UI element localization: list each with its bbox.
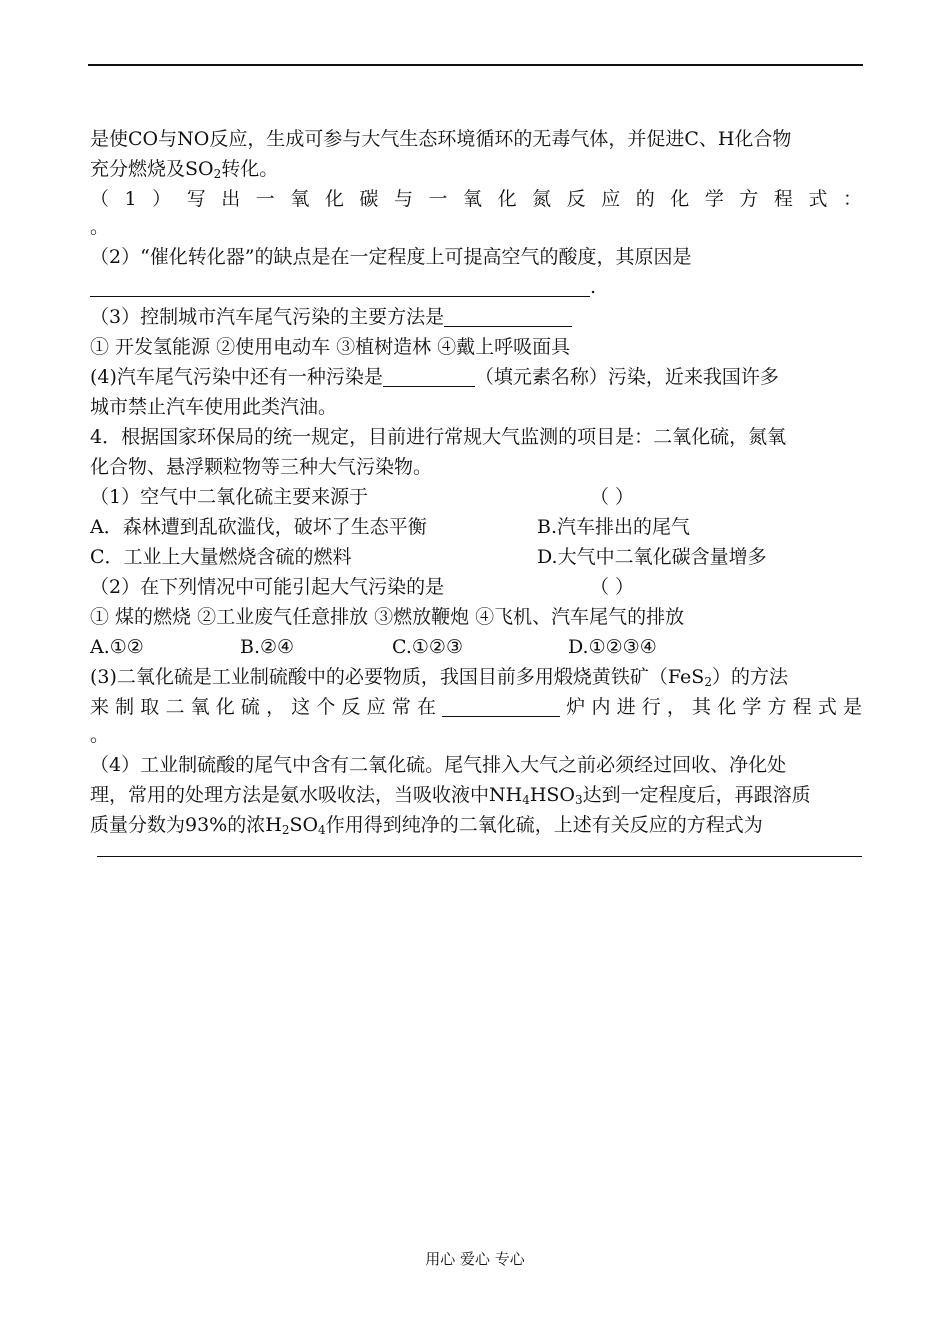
answer-blank[interactable] — [442, 694, 560, 717]
answer-paren[interactable]: （ ） — [590, 486, 635, 508]
q4-sub1-cd — [90, 542, 862, 572]
answer-rule[interactable] — [97, 856, 862, 857]
q4-sub1-ab — [90, 512, 862, 542]
option-c[interactable]: C．工业上大量燃烧含硫的燃料 — [90, 546, 352, 568]
page-footer: 用心 爱心 专心 — [425, 1250, 525, 1268]
answer-blank[interactable] — [444, 304, 572, 327]
q4-sub3: (3)二氧化硫是工业制硫酸中的必要物质，我国目前多用煅烧黄铁矿（FeS$_2$）的方法 — [90, 666, 788, 689]
intro-line-2: 充分燃烧及$SO_2$转化。 — [90, 158, 279, 181]
option-b[interactable]: B.汽车排出的尾气 — [537, 516, 691, 538]
intro-line-1: 是使CO与NO反应，生成可参与大气生态环境循环的无毒气体，并促进C、H化合物 — [90, 128, 792, 150]
option-d[interactable]: D.大气中二氧化碳含量增多 — [537, 546, 767, 568]
q3-part4-cont: 城市禁止汽车使用此类汽油。 — [90, 396, 338, 418]
q4-sub4-3: 质量分数为93%的浓$H_2SO_4$作用得到纯净的二氧化硫，上述有关反应的方程式为 — [90, 814, 763, 837]
q4-stem-2: 化合物、悬浮颗粒物等三种大气污染物。 — [90, 456, 433, 478]
q4-stem-1: 4．根据国家环保局的统一规定，目前进行常规大气监测的项目是：二氧化硫，氮氧 — [90, 426, 787, 448]
answer-blank[interactable] — [90, 274, 590, 297]
q4-sub1: （1）空气中二氧化硫主要来源于 （ ） — [90, 482, 862, 512]
q3-part1-end: 。 — [90, 216, 110, 238]
q4-sub2-items: ① 煤的燃烧 ②工业废气任意排放 ③燃放鞭炮 ④飞机、汽车尾气的排放 — [90, 606, 685, 628]
q3-part1: （1）写出一氧化碳与一氧化氮反应的化学方程式： — [90, 188, 862, 210]
answer-blank[interactable] — [383, 364, 475, 387]
option-a[interactable]: A.①② — [90, 636, 144, 658]
option-d[interactable]: D.①②③④ — [568, 636, 657, 658]
q4-sub4-1: （4）工业制硫酸的尾气中含有二氧化硫。尾气排入大气之前必须经过回收、净化处 — [90, 754, 787, 776]
option-a[interactable]: A．森林遭到乱砍滥伐，破坏了生态平衡 — [90, 516, 427, 538]
q4-sub4-2: 理，常用的处理方法是氨水吸收法，当吸收液中$NH_4HSO_3$达到一定程度后，再跟溶质 — [90, 784, 811, 807]
q3-part3-options: ① 开发氢能源 ②使用电动车 ③植树造林 ④戴上呼吸面具 — [90, 336, 571, 358]
q4-sub3-end: 。 — [90, 724, 110, 746]
header-rule — [88, 64, 863, 66]
q4-sub3-cont: 来制取二氧化硫，这个反应常在 炉内进行，其化学方程式是 — [90, 696, 862, 718]
option-c[interactable]: C.①②③ — [392, 636, 463, 658]
q3-part2-answer-line: . — [90, 272, 862, 302]
q3-part2: （2）“催化转化器”的缺点是在一定程度上可提高空气的酸度，其原因是 — [90, 246, 692, 268]
q3-part4: (4)汽车尾气污染中还有一种污染是 （填元素名称）污染，近来我国许多 — [90, 366, 779, 388]
answer-paren[interactable]: （ ） — [590, 576, 635, 598]
option-b[interactable]: B.②④ — [240, 636, 295, 658]
q4-sub2: （2）在下列情况中可能引起大气污染的是 （ ） — [90, 572, 862, 602]
q4-sub2-options — [90, 632, 862, 662]
q3-part3: （3）控制城市汽车尾气污染的主要方法是 — [90, 302, 862, 332]
